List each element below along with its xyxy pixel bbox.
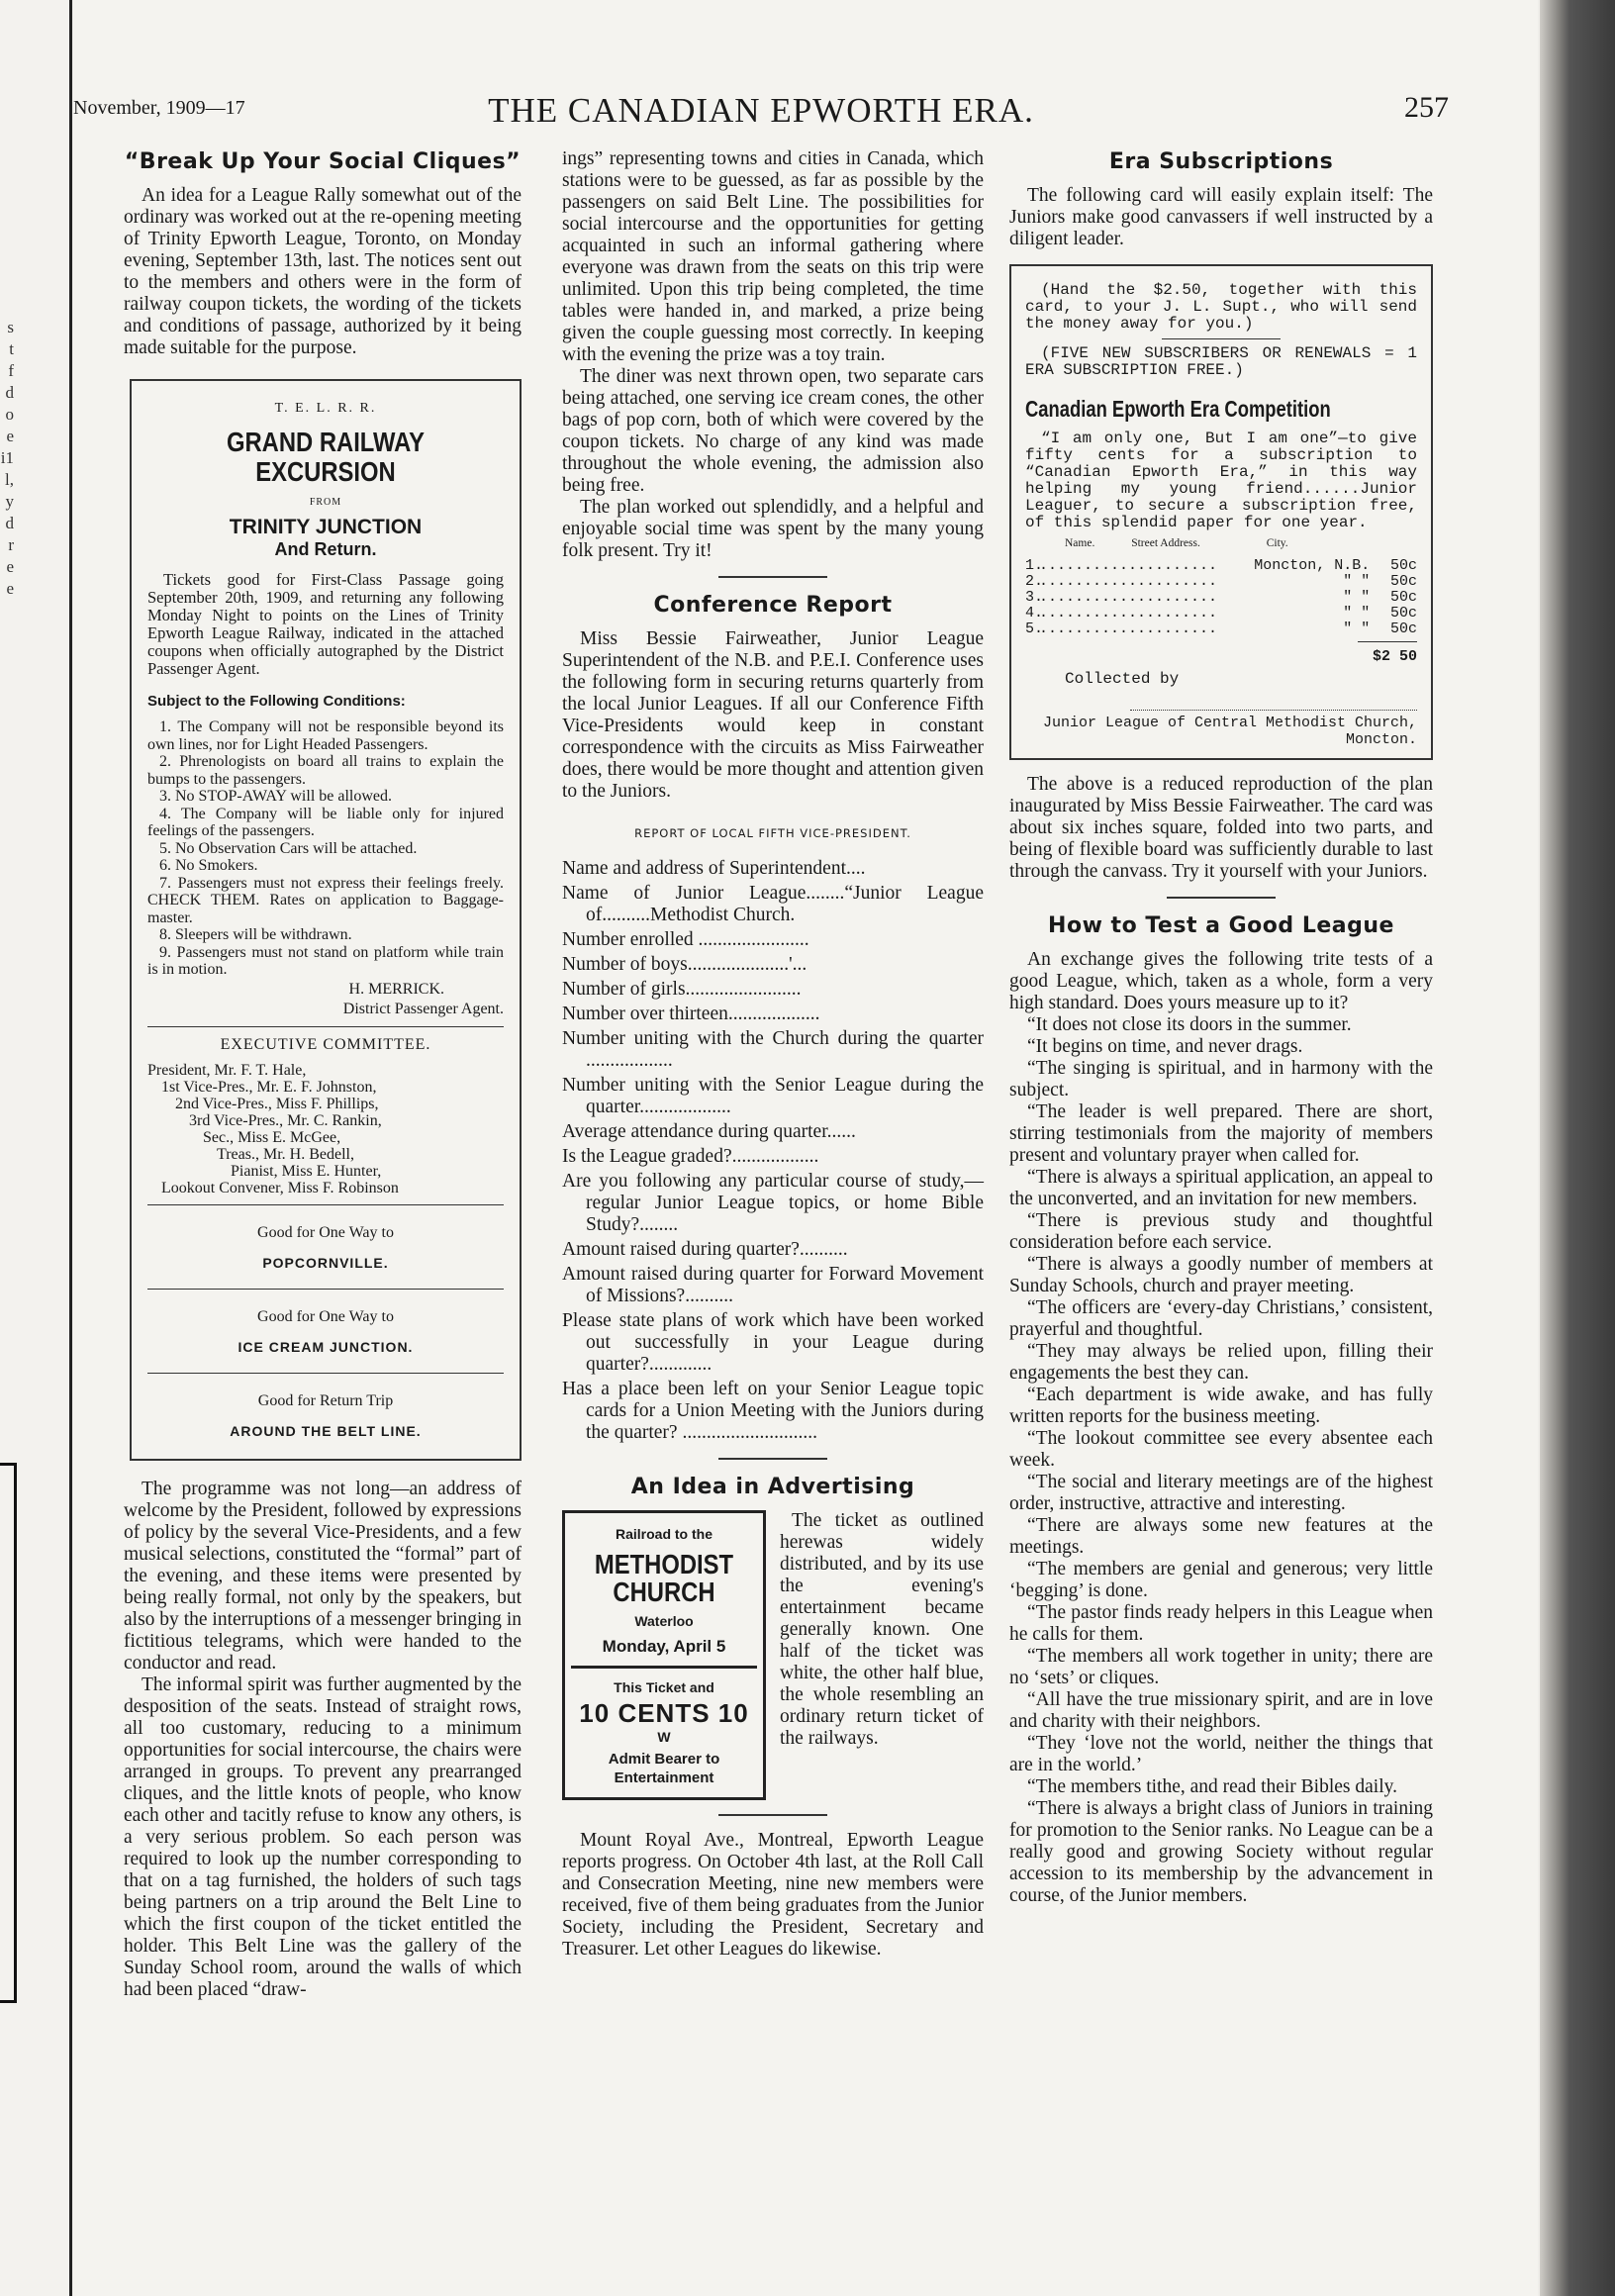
article-paragraph: The above is a reduced reproduction of the plan inaugurated by Miss Bessie Fairweather. The card was about six inches square, folded into two parts, and being of flexible board was sufficiently durable to last through the canvass. Try it yourself with your Juniors.: [1009, 774, 1433, 882]
ticket-condition: 5. No Observation Cars will be attached.: [159, 839, 418, 857]
article-heading-era-subscriptions: Era Subscriptions: [1108, 149, 1334, 174]
ad-ticket-line: Admit Bearer to Entertainment: [608, 1751, 720, 1786]
report-form-item: Are you following any particular course of study,—regular Junior League topics, or home Bible Study?........: [562, 1171, 984, 1235]
ticket-coupon: [147, 1297, 504, 1365]
adjacent-page-edge-text: [0, 317, 14, 600]
committee-member: Pianist, Miss E. Hunter,: [231, 1162, 382, 1180]
ticket-place: TRINITY JUNCTION: [229, 516, 423, 538]
league-test-item: “It begins on time, and never drags.: [1027, 1036, 1303, 1057]
column-left: [124, 148, 522, 2001]
page-number: 257: [1404, 91, 1449, 124]
ad-ticket-line: Railroad to the: [615, 1526, 712, 1542]
card-row-city: " ": [1343, 605, 1371, 622]
league-test-item: “There is always a goodly number of members at Sunday Schools, church and prayer meeting.: [1009, 1254, 1433, 1296]
card-row-name-blank: ....................: [1039, 606, 1218, 622]
league-test-item: “It does not close its doors in the summer.: [1027, 1014, 1352, 1035]
committee-member: Lookout Convener, Miss F. Robinson: [161, 1179, 399, 1196]
ad-ticket-divider: [571, 1666, 757, 1669]
card-row-city: " ": [1343, 573, 1371, 590]
report-form-item: Has a place been left on your Senior League topic cards for a Union Meeting with the Juniors during the quarter? ............................: [562, 1379, 984, 1443]
league-test-item: “The leader is well prepared. There are short, stirring testimonials from the majority of members present and voluntary prayer when called for.: [1009, 1101, 1433, 1166]
card-total: $2 50: [1358, 641, 1417, 665]
subscription-card-reproduction: [1009, 264, 1433, 760]
ad-ticket-line: W: [657, 1729, 671, 1745]
league-test-item: “The pastor finds ready helpers in this League when he calls for them.: [1009, 1602, 1433, 1645]
report-form-item: Number enrolled .......................: [562, 929, 809, 950]
article-paragraph: The ticket as outlined herewas widely distributed, and by its use the evening's entertainment became generally known. One half of the ticket was white, the other half blue, the whole resembling an ordinary return ticket of the railways.: [780, 1510, 984, 1749]
book-binding-edge: [1540, 0, 1615, 2296]
article-heading-test-a-good-league: How to Test a Good League: [1048, 913, 1394, 938]
card-row-number: 5.: [1025, 621, 1044, 637]
card-row-name-blank: ....................: [1039, 574, 1218, 590]
article-paragraph: The plan worked out splendidly, and a helpful and enjoyable social time was spent by the many young folk present. Try it!: [562, 497, 984, 561]
article-paragraph: The diner was next thrown open, two separate cars being attached, one serving ice cream cones, the other bags of pop corn, both of which were covered by the coupon tickets. No charge of any kind was made throughout the whole evening, the admission also being free.: [562, 366, 984, 496]
ticket-coupon: [147, 1382, 504, 1449]
ticket-divider: [147, 1289, 504, 1290]
ticket-return: And Return.: [274, 539, 377, 559]
league-test-item: “There is always a bright class of Juniors in training for promotion to the Senior ranks. No League can be a really good and growing Society without regular accession to its membership by the advancement in course, of the Junior members.: [1009, 1798, 1433, 1906]
committee-member: Sec., Miss E. McGee,: [203, 1128, 341, 1146]
column-middle: [562, 148, 984, 1961]
ticket-coupon: [147, 1213, 504, 1281]
card-row-number: 4.: [1025, 605, 1044, 622]
league-test-item: “All have the true missionary spirit, and are in love and charity with their neighbors.: [1009, 1689, 1433, 1732]
edge-char: s: [7, 318, 14, 336]
railway-ticket-reproduction: [130, 379, 522, 1461]
card-row-name-blank: ....................: [1039, 590, 1218, 606]
committee-member: Treas., Mr. H. Bedell,: [217, 1145, 354, 1163]
edge-char: r: [8, 535, 14, 554]
article-paragraph: An idea for a League Rally somewhat out of the ordinary was worked out at the re-opening meeting of Trinity Epworth League, Toronto, on Monday evening, September 13th, last. The notices sent out to the members and others were in the form of railway coupon tickets, the wording of the tickets and conditions of passage, authorized by it being made suitable for the purpose.: [124, 185, 522, 358]
card-row: [1025, 590, 1417, 606]
report-form-item: Number of boys.....................'...: [562, 954, 808, 975]
article-paragraph: ings” representing towns and cities in Canada, which stations were to be guessed, as far as possible by the passengers on said Belt Line. The possibilities for social intercourse and the opportunities for getting acquainted in such an informal gathering where everyone was drawn from the seats on this trip were unlimited. Upon this trip being completed, the time tables were handed in, and marked, a prize being given the couple guessing most correctly. In keeping with the evening the prize was a toy train.: [562, 148, 984, 365]
league-test-item: “There are always some new features at the meetings.: [1009, 1515, 1433, 1558]
card-row-amount: 50c: [1389, 621, 1417, 637]
report-form-item: Number of girls........................: [562, 979, 802, 1000]
section-divider: [718, 1458, 827, 1460]
adjacent-page-strip: [0, 0, 72, 2296]
ticket-divider: [147, 1026, 504, 1027]
edge-char: i1: [0, 448, 14, 467]
column-right: [1009, 148, 1433, 1907]
publication-title: THE CANADIAN EPWORTH ERA.: [488, 91, 1034, 130]
committee-member: 1st Vice-Pres., Mr. E. F. Johnston,: [161, 1078, 377, 1096]
ticket-signatory-title: District Passenger Agent.: [342, 1000, 504, 1017]
card-signature-line: [1130, 710, 1417, 711]
league-test-item: “They ‘love not the world, neither the things that are in the world.’: [1009, 1733, 1433, 1775]
ticket-terms: Tickets good for First-Class Passage going September 20th, 1909, and returning any following Monday Night to points on the Lines of Trinity Epworth League Railway, indicated in the attached coupons when officially autographed by the District Passenger Agent.: [147, 570, 504, 678]
card-divider: [1162, 338, 1281, 339]
coupon-label: Good for Return Trip: [257, 1391, 394, 1409]
ticket-conditions: [147, 718, 504, 979]
section-divider: [718, 576, 827, 578]
card-row-amount: 50c: [1389, 573, 1417, 590]
edge-char: e: [6, 579, 14, 598]
card-row: [1025, 558, 1417, 574]
article-paragraph: An exchange gives the following trite tests of a good League, which, taken as a whole, form a very high standard. Does yours measure up to it?: [1009, 949, 1433, 1013]
league-test-item: “They may always be relied upon, filling their engagements the best they can.: [1009, 1341, 1433, 1384]
edge-char: e: [6, 557, 14, 576]
report-form-item: Is the League graded?..................: [562, 1146, 819, 1167]
article-heading-advertising: An Idea in Advertising: [630, 1475, 915, 1499]
card-row: [1025, 606, 1417, 622]
edge-char: d: [5, 383, 14, 402]
edge-char: t: [9, 339, 14, 358]
edge-char: e: [6, 427, 14, 445]
card-row-city: " ": [1343, 621, 1371, 637]
edge-char: y: [5, 492, 14, 511]
card-row-amount: 50c: [1389, 605, 1417, 622]
card-note: (Hand the $2.50, together with this card, to your J. L. Supt., who will send the money away for you.): [1025, 281, 1417, 333]
league-test-item: “The singing is spiritual, and in harmony with the subject.: [1009, 1058, 1433, 1100]
coupon-label: Good for One Way to: [257, 1223, 394, 1241]
card-collected-by: Collected by: [1065, 670, 1180, 688]
report-form-item: Amount raised during quarter?..........: [562, 1239, 848, 1260]
report-form-item: Amount raised during quarter for Forward Movement of Missions?..........: [562, 1264, 984, 1306]
coupon-label: Good for One Way to: [257, 1307, 394, 1325]
ticket-signatory-name: H. MERRICK.: [348, 980, 444, 998]
card-row: [1025, 574, 1417, 590]
article-heading-conference-report: Conference Report: [653, 593, 893, 618]
ticket-title: GRAND RAILWAY EXCURSION: [226, 427, 426, 487]
issue-date: November, 1909—17: [73, 97, 245, 119]
ad-ticket-date: Monday, April 5: [602, 1637, 726, 1656]
ad-ticket-price: 10 CENTS 10: [579, 1698, 749, 1728]
card-col-address: Street Address.: [1131, 537, 1200, 549]
coupon-destination: AROUND THE BELT LINE.: [230, 1422, 422, 1439]
report-form-heading: REPORT OF LOCAL FIFTH VICE-PRESIDENT.: [634, 826, 911, 840]
card-col-city: City.: [1266, 537, 1288, 549]
report-form-item: Please state plans of work which have been worked out successfully in your League during quarter?.............: [562, 1310, 984, 1375]
ticket-condition: 4. The Company will be liable only for injured feelings of the passengers.: [147, 805, 504, 839]
edge-char: l,: [5, 470, 14, 489]
card-row-name-blank: ....................: [1039, 622, 1218, 637]
league-test-item: “The members tithe, and read their Bibles daily.: [1027, 1776, 1397, 1797]
coupon-destination: ICE CREAM JUNCTION.: [238, 1338, 414, 1355]
ticket-conditions-heading: Subject to the Following Conditions:: [147, 693, 406, 710]
card-row-number: 3.: [1025, 589, 1044, 606]
card-pledge: “I am only one, But I am one”—to give fifty cents for a subscription to “Canadian Epworth Era,” in this way helping my young friend......Junior Leaguer, to secure a subscription free, of this splendid paper for one year.: [1025, 430, 1417, 531]
ticket-divider: [147, 1204, 504, 1205]
executive-committee-heading: EXECUTIVE COMMITTEE.: [220, 1035, 431, 1053]
ticket-condition: 7. Passengers must not express their feelings freely. CHECK THEM. Rates on application to Baggage-master.: [147, 874, 504, 926]
advertising-ticket-reproduction: [562, 1510, 766, 1800]
card-row-amount: 50c: [1389, 557, 1417, 574]
card-row-amount: 50c: [1389, 589, 1417, 606]
card-footer: Junior League of Central Methodist Church, Moncton.: [1042, 715, 1417, 748]
edge-char: d: [5, 514, 14, 532]
ticket-condition: 8. Sleepers will be withdrawn.: [159, 926, 352, 943]
report-form-item: Number over thirteen...................: [562, 1004, 820, 1024]
ticket-condition: 6. No Smokers.: [159, 857, 258, 874]
committee-member: 3rd Vice-Pres., Mr. C. Rankin,: [189, 1111, 382, 1129]
advertising-block: [562, 1510, 984, 1800]
card-row: [1025, 622, 1417, 637]
league-test-item: “There is always a spiritual application, an appeal to the unconverted, and an invitation for new members.: [1009, 1167, 1433, 1209]
card-row-city: Moncton, N.B.: [1254, 557, 1371, 574]
league-test-item: “The members are genial and generous; very little ‘begging’ is done.: [1009, 1559, 1433, 1601]
article-heading-social-cliques: “Break Up Your Social Cliques”: [124, 149, 522, 174]
page-header: [73, 91, 1449, 141]
card-column-headers: [1065, 535, 1417, 552]
league-test-item: “The members all work together in unity; there are no ‘sets’ or cliques.: [1009, 1646, 1433, 1688]
committee-member: 2nd Vice-Pres., Miss F. Phillips,: [175, 1095, 379, 1112]
card-col-name: Name.: [1065, 537, 1095, 549]
article-paragraph: Mount Royal Ave., Montreal, Epworth League reports progress. On October 4th last, at the Roll Call and Consecration Meeting, nine new members were received, five of them being graduates from the Junior Society, including the President, Secretary and Treasurer. Let other Leagues do likewise.: [562, 1830, 984, 1960]
league-test-item: “The lookout committee see every absentee each week.: [1009, 1428, 1433, 1471]
section-divider: [1167, 897, 1276, 899]
report-form-item: Name and address of Superintendent....: [562, 858, 866, 879]
ticket-condition: 9. Passengers must not stand on platform while train is in motion.: [147, 943, 504, 978]
card-row-number: 1.: [1025, 557, 1044, 574]
section-divider: [718, 1814, 827, 1816]
edge-char: o: [5, 405, 14, 424]
executive-committee-list: [147, 1062, 504, 1196]
league-test-item: “Each department is wide awake, and has fully written reports for the business meeting.: [1009, 1385, 1433, 1427]
ticket-divider: [147, 1373, 504, 1374]
article-paragraph: The following card will easily explain itself: The Juniors make good canvassers if well instructed by a diligent leader.: [1009, 185, 1433, 249]
article-paragraph: The programme was not long—an address of welcome by the President, followed by expressions of policy by the several Vice-Presidents, and a few musical selections, constituted the “formal” part of the evening, and these items were presented by being really formal, not only by the speakers, but also by the interruptions of a messenger bringing in fictitious telegrams, which were handed to the conductor and read.: [124, 1478, 522, 1674]
ticket-condition: 2. Phrenologists on board all trains to explain the bumps to the passengers.: [147, 753, 504, 788]
league-test-item: “There is previous study and thoughtful consideration before each service.: [1009, 1210, 1433, 1253]
report-form-item: Name of Junior League........“Junior League of..........Methodist Church.: [562, 883, 984, 925]
coupon-destination: POPCORNVILLE.: [262, 1254, 389, 1271]
report-form-item: Number uniting with the Church during the quarter ..................: [562, 1028, 984, 1071]
report-form-item: Average attendance during quarter......: [562, 1121, 856, 1142]
league-test-item: “The officers are ‘every-day Christians,’ consistent, prayerful and thoughtful.: [1009, 1297, 1433, 1340]
ticket-condition: 3. No STOP-AWAY will be allowed.: [159, 788, 393, 805]
article-paragraph: The informal spirit was further augmented by the desposition of the seats. Instead of straight rows, all too customary, reducing to a minimum opportunities for social intercourse, the chairs were arranged in groups. To prevent any prearranged cliques, and the little knots of people, who know each other and tacitly refuse to know any others, is a very serious problem. So each person was required to look up the number corresponding to that on a tag furnished, the holders of such tags being partners on a trip around the Belt Line to which the first coupon of the ticket entitled the holder. This Belt Line was the gallery of the Sunday School room, around the walls of which had been placed “draw-: [124, 1674, 522, 2000]
card-row-name-blank: ....................: [1039, 558, 1218, 574]
ad-ticket-line: Waterloo: [634, 1613, 694, 1629]
league-test-item: “The social and literary meetings are of the highest order, instructive, attractive and interesting.: [1009, 1472, 1433, 1514]
ticket-company: T. E. L. R. R.: [274, 401, 377, 416]
article-paragraph: Miss Bessie Fairweather, Junior League Superintendent of the N.B. and P.E.I. Conference uses the following form in securing returns quarterly from the local Junior Leagues. If all our Conference Fifth Vice-Presidents would keep in constant correspondence with the circuits as Miss Fairweather does, there would be more thought and attention given to the Juniors.: [562, 628, 984, 802]
card-title: Canadian Epworth Era Competition: [1025, 396, 1331, 422]
ticket-from: FROM: [309, 497, 342, 508]
committee-member: President, Mr. F. T. Hale,: [147, 1061, 307, 1079]
report-form-item: Number uniting with the Senior League during the quarter...................: [562, 1075, 984, 1117]
card-row-number: 2.: [1025, 573, 1044, 590]
card-offer: (FIVE NEW SUBSCRIBERS OR RENEWALS = 1 ERA SUBSCRIPTION FREE.): [1025, 344, 1417, 379]
ticket-condition: 1. The Company will not be responsible beyond its own lines, nor for Light Headed Passengers.: [147, 718, 504, 753]
edge-char: f: [8, 361, 14, 380]
report-form: [562, 858, 984, 1444]
ad-ticket-church: METHODIST CHURCH: [594, 1549, 734, 1607]
ad-ticket-line: This Ticket and: [614, 1679, 714, 1695]
card-row-city: " ": [1343, 589, 1371, 606]
adjacent-page-box-edge: [0, 1463, 17, 2003]
